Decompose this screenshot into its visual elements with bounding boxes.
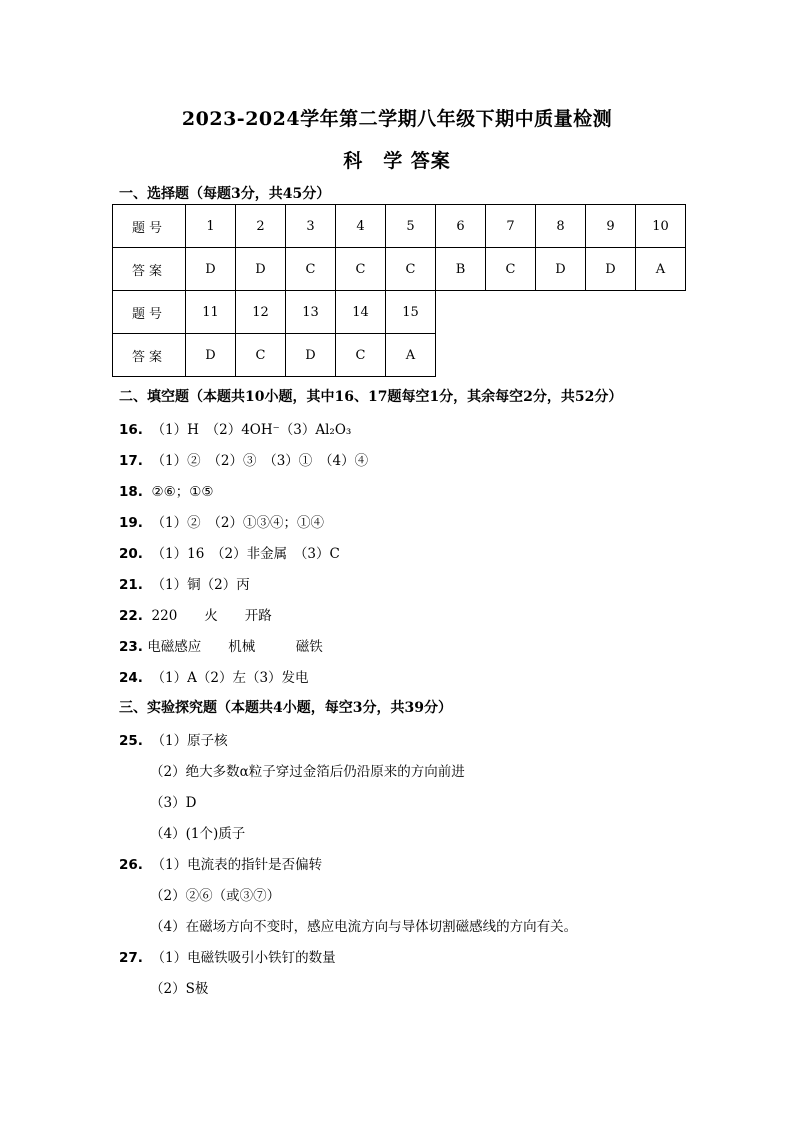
answer-text: （1）A（2）左（3）发电 [151,670,309,686]
answer-line-25-2: （2）绝大多数α粒子穿过金箔后仍沿原来的方向前进 [150,764,465,780]
answer-cell: C [336,248,386,291]
answer-line-26-3: （4）在磁场方向不变时，感应电流方向与导体切割磁感线的方向有关。 [150,919,578,935]
answer-cell: A [636,248,686,291]
question-number: 7 [486,205,536,248]
question-label: 23. [119,639,143,655]
answer-line-24 [119,666,309,686]
answer-line-16 [119,418,351,438]
answer-line-26-2: （2）②⑥（或③⑦） [150,888,281,904]
row-label-answer: 答案 [113,334,186,377]
answer-text: 220 火 开路 [151,608,272,624]
answer-cell: C [236,334,286,377]
answer-line-25-3: （3）D [150,795,197,811]
answer-cell: D [236,248,286,291]
answer-text: （1）电磁铁吸引小铁钉的数量 [151,950,336,966]
question-number: 15 [386,291,436,334]
answer-text: （1）铜（2）丙 [151,577,250,593]
question-number: 12 [236,291,286,334]
answer-line-27 [119,946,336,966]
table-row-numbers [113,291,686,334]
answer-line-23 [119,635,323,655]
answer-text: （1）原子核 [151,733,228,749]
answer-line-18 [119,480,213,500]
question-number: 4 [336,205,386,248]
row-label-answer: 答案 [113,248,186,291]
question-label: 24. [119,670,143,686]
question-label: 17. [119,453,143,469]
table-row-answers [113,334,686,377]
answer-text: 电磁感应 机械 磁铁 [147,639,323,655]
question-number: 5 [386,205,436,248]
answer-cell: D [586,248,636,291]
section-1-heading: 一、选择题（每题3分，共45分） [119,186,331,202]
answer-cell: D [536,248,586,291]
answer-line-25 [119,729,228,749]
question-label: 26. [119,857,143,873]
answer-text: （1）电流表的指针是否偏转 [151,857,323,873]
question-number: 11 [186,291,236,334]
answer-line-17 [119,449,368,469]
answer-line-21 [119,573,250,593]
question-label: 22. [119,608,143,624]
answer-line-19 [119,511,324,531]
table-row-numbers [113,205,686,248]
question-label: 27. [119,950,143,966]
section-2-heading: 二、填空题（本题共10小题，其中16、17题每空1分，其余每空2分，共52分） [119,389,623,405]
question-label: 25. [119,733,143,749]
question-number: 13 [286,291,336,334]
row-label-question: 题号 [113,205,186,248]
question-number: 1 [186,205,236,248]
answer-cell: D [186,334,236,377]
question-number: 3 [286,205,336,248]
answer-text: （1）H （2）4OH⁻（3）Al₂O₃ [151,422,352,438]
answer-cell: A [386,334,436,377]
answer-line-20 [119,542,340,562]
row-label-question: 题号 [113,291,186,334]
answer-text: （1）16 （2）非金属 （3）C [151,546,340,562]
answer-text: （1）② （2）①③④；①④ [151,515,324,531]
question-number: 9 [586,205,636,248]
answer-cell: C [486,248,536,291]
page-subtitle: 科 学 答案 [343,150,451,172]
question-number: 2 [236,205,286,248]
question-label: 19. [119,515,143,531]
answer-cell: B [436,248,486,291]
question-label: 18. [119,484,143,500]
question-label: 20. [119,546,143,562]
section-3-heading: 三、实验探究题（本题共4小题，每空3分，共39分） [119,700,452,716]
empty-cell [436,291,686,334]
answer-line-22 [119,604,272,624]
question-number: 10 [636,205,686,248]
answer-line-26 [119,853,322,873]
answer-table-1 [112,204,686,377]
answer-line-25-4: （4）(1个)质子 [150,826,246,842]
answer-line-27-2: （2）S极 [150,981,209,997]
answer-cell: C [336,334,386,377]
question-label: 21. [119,577,143,593]
question-number: 14 [336,291,386,334]
answer-cell: C [386,248,436,291]
answer-cell: D [186,248,236,291]
answer-text: ②⑥；①⑤ [151,484,214,500]
answer-text: （1）② （2）③ （3）① （4）④ [151,453,369,469]
answer-cell: C [286,248,336,291]
question-number: 8 [536,205,586,248]
table-row-answers [113,248,686,291]
answer-cell: D [286,334,336,377]
page-title: 2023-2024学年第二学期八年级下期中质量检测 [181,108,613,130]
question-label: 16. [119,422,143,438]
question-number: 6 [436,205,486,248]
empty-cell [436,334,686,377]
